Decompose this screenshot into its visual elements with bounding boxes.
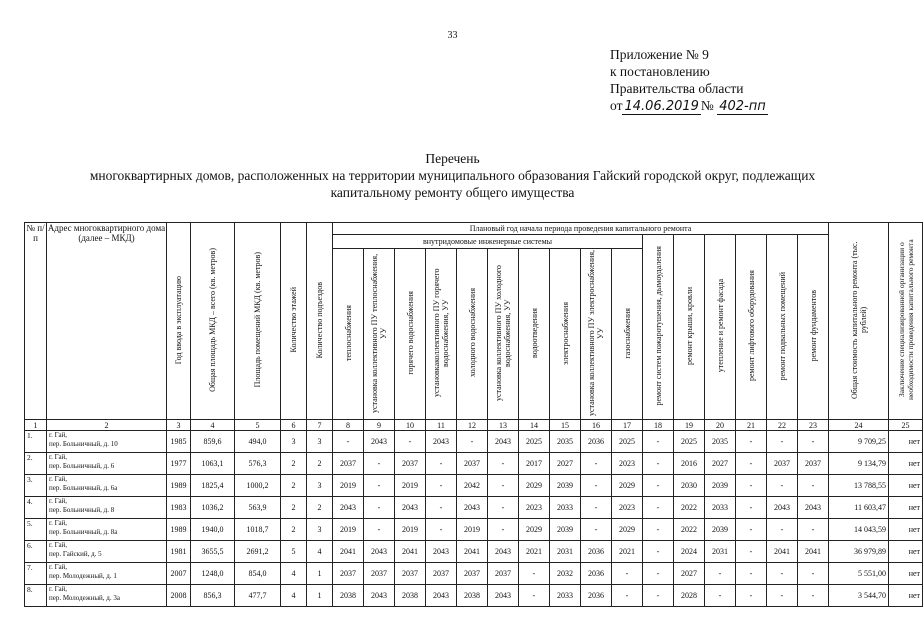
row-plan-year: 2038 xyxy=(457,585,488,607)
houses-table xyxy=(24,222,923,607)
row-plan-year: - xyxy=(519,563,550,585)
row-year: 1981 xyxy=(167,541,191,563)
row-plan-year: - xyxy=(767,475,798,497)
row-plan-year: - xyxy=(736,431,767,453)
row-plan-year: 2016 xyxy=(674,453,705,475)
row-cost: 14 043,59 xyxy=(829,519,889,541)
row-conclusion: нет xyxy=(889,475,923,497)
row-area-total: 1825,4 xyxy=(191,475,235,497)
address-street: пер. Гайский, д. 5 xyxy=(49,550,102,558)
row-address xyxy=(47,453,167,475)
row-floors: 4 xyxy=(281,563,307,585)
row-plan-year: - xyxy=(767,563,798,585)
row-plan-year: 2039 xyxy=(705,519,736,541)
row-entrances: 3 xyxy=(307,475,333,497)
row-entrances: 2 xyxy=(307,497,333,519)
row-plan-year: 2043 xyxy=(333,497,364,519)
row-year: 2008 xyxy=(167,585,191,607)
row-area-total: 859,6 xyxy=(191,431,235,453)
row-plan-year: 2043 xyxy=(364,585,395,607)
row-address xyxy=(47,497,167,519)
row-area-rooms: 2691,2 xyxy=(235,541,281,563)
row-conclusion: нет xyxy=(889,585,923,607)
row-plan-year: 2037 xyxy=(333,563,364,585)
row-cost: 9 134,79 xyxy=(829,453,889,475)
table-row xyxy=(25,541,923,563)
row-plan-year: 2036 xyxy=(581,585,612,607)
row-plan-year: - xyxy=(643,585,674,607)
header-sub-2: установка коллективного ПУ теплоснабжения, УУ xyxy=(364,249,395,420)
row-address xyxy=(47,585,167,607)
row-plan-year: - xyxy=(736,453,767,475)
row-area-total: 856,3 xyxy=(191,585,235,607)
row-plan-year: 2021 xyxy=(519,541,550,563)
address-street: пер. Молодежный, д. 1 xyxy=(49,572,117,580)
row-plan-year: 2038 xyxy=(395,585,426,607)
row-conclusion: нет xyxy=(889,563,923,585)
row-entrances: 3 xyxy=(307,431,333,453)
row-plan-year: - xyxy=(643,563,674,585)
row-address xyxy=(47,541,167,563)
row-plan-year: 2038 xyxy=(333,585,364,607)
header-sub-5: холодного водоснабжения xyxy=(457,249,488,420)
row-plan-year: 2029 xyxy=(612,475,643,497)
column-number: 2 xyxy=(47,420,167,431)
address-street: пер. Больничный, д. 6 xyxy=(49,462,115,470)
row-plan-year: 2043 xyxy=(426,431,457,453)
row-area-total: 3655,5 xyxy=(191,541,235,563)
row-number: 2. xyxy=(25,453,47,475)
row-plan-year: 2023 xyxy=(519,497,550,519)
row-plan-year: 2043 xyxy=(488,585,519,607)
row-plan-year: 2025 xyxy=(612,431,643,453)
header-internal-systems: внутридомовые инженерные системы xyxy=(333,235,643,249)
row-plan-year: - xyxy=(705,563,736,585)
row-plan-year: - xyxy=(364,453,395,475)
row-plan-year: 2041 xyxy=(767,541,798,563)
row-plan-year: 2033 xyxy=(550,497,581,519)
column-number: 3 xyxy=(167,420,191,431)
row-year: 1989 xyxy=(167,519,191,541)
row-plan-year: 2043 xyxy=(364,431,395,453)
row-plan-year: - xyxy=(736,475,767,497)
row-plan-year: - xyxy=(612,585,643,607)
row-cost: 5 551,00 xyxy=(829,563,889,585)
appendix-block xyxy=(610,46,768,115)
row-plan-year: 2027 xyxy=(705,453,736,475)
row-floors: 2 xyxy=(281,519,307,541)
row-plan-year: 2039 xyxy=(550,475,581,497)
column-number: 14 xyxy=(519,420,550,431)
row-plan-year: 2037 xyxy=(457,453,488,475)
row-entrances: 3 xyxy=(307,519,333,541)
row-area-rooms: 854,0 xyxy=(235,563,281,585)
row-plan-year: 2036 xyxy=(581,563,612,585)
row-conclusion: нет xyxy=(889,519,923,541)
address-city: г. Гай, xyxy=(49,453,68,461)
row-area-total: 1036,2 xyxy=(191,497,235,519)
appendix-line-1: Приложение № 9 xyxy=(610,47,709,62)
row-plan-year: - xyxy=(364,519,395,541)
row-address xyxy=(47,563,167,585)
column-number: 24 xyxy=(829,420,889,431)
column-number: 17 xyxy=(612,420,643,431)
column-number: 15 xyxy=(550,420,581,431)
row-plan-year: 2031 xyxy=(550,541,581,563)
table-row xyxy=(25,563,923,585)
column-number: 7 xyxy=(307,420,333,431)
row-plan-year: 2037 xyxy=(333,453,364,475)
row-plan-year: - xyxy=(488,519,519,541)
row-plan-year: - xyxy=(457,431,488,453)
row-cost: 36 979,89 xyxy=(829,541,889,563)
row-plan-year: 2029 xyxy=(519,475,550,497)
row-plan-year: 2041 xyxy=(395,541,426,563)
row-plan-year: - xyxy=(364,497,395,519)
header-entrances: Количество подъездов xyxy=(307,223,333,420)
column-number: 1 xyxy=(25,420,47,431)
header-floors: Количество этажей xyxy=(281,223,307,420)
address-street: пер. Молодежный, д. 3а xyxy=(49,594,120,602)
row-floors: 4 xyxy=(281,585,307,607)
row-area-rooms: 563,9 xyxy=(235,497,281,519)
header-plan: Плановый год начала периода проведения капитального ремонта xyxy=(333,223,829,235)
header-sub-16: ремонт фундаментов xyxy=(798,235,829,420)
row-conclusion: нет xyxy=(889,541,923,563)
header-area-rooms: Площадь помещений МКД (кв. метров) xyxy=(235,223,281,420)
row-plan-year: 2043 xyxy=(488,431,519,453)
header-cost: Общая стоимость капитального ремонта (тыс. рублей) xyxy=(829,223,889,420)
row-plan-year: - xyxy=(798,519,829,541)
row-plan-year: - xyxy=(767,431,798,453)
address-street: пер. Больничный, д. 6а xyxy=(49,484,118,492)
row-plan-year: 2019 xyxy=(457,519,488,541)
row-plan-year: 2042 xyxy=(457,475,488,497)
address-city: г. Гай, xyxy=(49,563,68,571)
row-number: 8. xyxy=(25,585,47,607)
header-conclusion: Заключение специализированной организации о необходимости проведения капитального ремонта xyxy=(889,223,923,420)
header-sub-14: ремонт лифтового оборудования xyxy=(736,235,767,420)
row-floors: 2 xyxy=(281,475,307,497)
row-plan-year: 2031 xyxy=(705,541,736,563)
appendix-line-4 xyxy=(610,97,768,115)
header-address: Адрес многоквартирного дома (далее – МКД) xyxy=(47,223,167,420)
column-number: 23 xyxy=(798,420,829,431)
row-entrances: 1 xyxy=(307,563,333,585)
row-plan-year: 2025 xyxy=(674,431,705,453)
row-plan-year: - xyxy=(736,585,767,607)
table-row xyxy=(25,519,923,541)
header-sub-13: утепление и ремонт фасада xyxy=(705,235,736,420)
row-plan-year: - xyxy=(395,431,426,453)
row-plan-year: 2043 xyxy=(426,541,457,563)
row-entrances: 4 xyxy=(307,541,333,563)
row-plan-year: - xyxy=(364,475,395,497)
address-city: г. Гай, xyxy=(49,519,68,527)
row-plan-year: 2023 xyxy=(612,497,643,519)
row-plan-year: 2036 xyxy=(581,541,612,563)
row-plan-year: 2039 xyxy=(705,475,736,497)
row-plan-year: 2030 xyxy=(674,475,705,497)
row-plan-year: 2035 xyxy=(705,431,736,453)
row-plan-year: 2037 xyxy=(395,453,426,475)
header-sub-6: установка коллективного ПУ холодного водоснабжения, УУ xyxy=(488,249,519,420)
row-plan-year: - xyxy=(581,453,612,475)
table-row xyxy=(25,453,923,475)
header-sub-7: водоотведения xyxy=(519,249,550,420)
column-number: 22 xyxy=(767,420,798,431)
row-plan-year: 2037 xyxy=(457,563,488,585)
row-plan-year: 2033 xyxy=(705,497,736,519)
row-plan-year: - xyxy=(767,585,798,607)
row-plan-year: - xyxy=(736,519,767,541)
header-year: Год ввода в эксплуатацию xyxy=(167,223,191,420)
row-plan-year: 2022 xyxy=(674,497,705,519)
row-plan-year: - xyxy=(488,497,519,519)
table-row xyxy=(25,475,923,497)
row-plan-year: 2017 xyxy=(519,453,550,475)
row-area-rooms: 576,3 xyxy=(235,453,281,475)
row-floors: 2 xyxy=(281,453,307,475)
row-plan-year: 2043 xyxy=(395,497,426,519)
row-plan-year: 2043 xyxy=(798,497,829,519)
row-cost: 13 788,55 xyxy=(829,475,889,497)
row-area-rooms: 477,7 xyxy=(235,585,281,607)
appendix-number: 402-пп xyxy=(719,99,766,114)
row-plan-year: 2029 xyxy=(519,519,550,541)
row-plan-year: - xyxy=(643,475,674,497)
header-num: № п/п xyxy=(25,223,47,420)
row-plan-year: - xyxy=(643,453,674,475)
row-plan-year: 2037 xyxy=(767,453,798,475)
address-street: пер. Больничный, д. 8 xyxy=(49,506,115,514)
row-cost: 11 603,47 xyxy=(829,497,889,519)
row-plan-year: - xyxy=(488,453,519,475)
table-row xyxy=(25,431,923,453)
header-sub-9: установка коллективного ПУ электроснабжения, УУ xyxy=(581,249,612,420)
appendix-no: № xyxy=(700,98,714,113)
row-plan-year: - xyxy=(426,497,457,519)
column-number: 11 xyxy=(426,420,457,431)
row-plan-year: - xyxy=(705,585,736,607)
row-address xyxy=(47,431,167,453)
row-plan-year: - xyxy=(426,475,457,497)
row-conclusion: нет xyxy=(889,497,923,519)
header-sub-1: теплоснабжения xyxy=(333,249,364,420)
row-plan-year: - xyxy=(798,475,829,497)
row-plan-year: - xyxy=(736,541,767,563)
address-city: г. Гай, xyxy=(49,497,68,505)
row-area-total: 1063,1 xyxy=(191,453,235,475)
appendix-from: от xyxy=(610,98,623,113)
row-conclusion: нет xyxy=(889,431,923,453)
row-plan-year: - xyxy=(519,585,550,607)
row-plan-year: - xyxy=(581,497,612,519)
row-plan-year: 2037 xyxy=(488,563,519,585)
row-year: 1985 xyxy=(167,431,191,453)
column-number: 13 xyxy=(488,420,519,431)
row-area-rooms: 494,0 xyxy=(235,431,281,453)
row-plan-year: 2022 xyxy=(674,519,705,541)
row-plan-year: 2024 xyxy=(674,541,705,563)
row-plan-year: 2027 xyxy=(550,453,581,475)
address-city: г. Гай, xyxy=(49,431,68,439)
row-plan-year: 2037 xyxy=(798,453,829,475)
row-plan-year: 2019 xyxy=(333,475,364,497)
row-plan-year: 2035 xyxy=(550,431,581,453)
header-sub-8: электроснабжения xyxy=(550,249,581,420)
row-plan-year: - xyxy=(333,431,364,453)
row-number: 1. xyxy=(25,431,47,453)
row-plan-year: 2041 xyxy=(798,541,829,563)
row-number: 4. xyxy=(25,497,47,519)
row-area-rooms: 1018,7 xyxy=(235,519,281,541)
header-sub-10: газоснабжения xyxy=(612,249,643,420)
row-number: 5. xyxy=(25,519,47,541)
document-title xyxy=(0,150,905,201)
row-cost: 9 709,25 xyxy=(829,431,889,453)
row-plan-year: 2029 xyxy=(612,519,643,541)
column-number: 20 xyxy=(705,420,736,431)
column-number: 16 xyxy=(581,420,612,431)
row-plan-year: 2041 xyxy=(333,541,364,563)
row-entrances: 1 xyxy=(307,585,333,607)
row-plan-year: - xyxy=(736,563,767,585)
row-floors: 3 xyxy=(281,431,307,453)
row-year: 1977 xyxy=(167,453,191,475)
row-year: 1989 xyxy=(167,475,191,497)
row-plan-year: - xyxy=(426,519,457,541)
header-sub-15: ремонт подвальных помещений xyxy=(767,235,798,420)
table-row xyxy=(25,497,923,519)
column-number: 10 xyxy=(395,420,426,431)
appendix-line-2: к постановлению xyxy=(610,64,710,79)
row-plan-year: 2043 xyxy=(488,541,519,563)
row-plan-year: - xyxy=(581,475,612,497)
column-number: 8 xyxy=(333,420,364,431)
header-sub-12: ремонт крыши, кровли xyxy=(674,235,705,420)
row-plan-year: 2027 xyxy=(674,563,705,585)
row-plan-year: 2037 xyxy=(426,563,457,585)
column-number: 4 xyxy=(191,420,235,431)
row-plan-year: - xyxy=(798,585,829,607)
address-city: г. Гай, xyxy=(49,475,68,483)
row-floors: 2 xyxy=(281,497,307,519)
row-year: 2007 xyxy=(167,563,191,585)
row-address xyxy=(47,519,167,541)
row-plan-year: - xyxy=(643,519,674,541)
row-plan-year: - xyxy=(798,563,829,585)
row-plan-year: 2028 xyxy=(674,585,705,607)
row-plan-year: - xyxy=(426,453,457,475)
address-street: пер. Больничный, д. 10 xyxy=(49,440,118,448)
page-number: 33 xyxy=(447,30,458,41)
row-plan-year: 2043 xyxy=(457,497,488,519)
appendix-date: 14.06.2019 xyxy=(624,99,699,114)
column-number: 21 xyxy=(736,420,767,431)
column-number: 19 xyxy=(674,420,705,431)
column-number: 18 xyxy=(643,420,674,431)
address-city: г. Гай, xyxy=(49,541,68,549)
row-plan-year: 2037 xyxy=(395,563,426,585)
address-street: пер. Больничный, д. 8а xyxy=(49,528,118,536)
row-plan-year: - xyxy=(767,519,798,541)
row-plan-year: - xyxy=(488,475,519,497)
row-plan-year: - xyxy=(581,519,612,541)
row-plan-year: - xyxy=(736,497,767,519)
row-conclusion: нет xyxy=(889,453,923,475)
row-plan-year: 2033 xyxy=(550,585,581,607)
row-plan-year: 2032 xyxy=(550,563,581,585)
address-city: г. Гай, xyxy=(49,585,68,593)
header-sub-4: установкаколлективного ПУ горячего водоснабжения, УУ xyxy=(426,249,457,420)
row-plan-year: 2021 xyxy=(612,541,643,563)
row-cost: 3 544,70 xyxy=(829,585,889,607)
row-plan-year: 2019 xyxy=(395,519,426,541)
header-sub-3: горячего водоснабжения xyxy=(395,249,426,420)
row-plan-year: 2041 xyxy=(457,541,488,563)
row-plan-year: 2037 xyxy=(364,563,395,585)
row-plan-year: 2039 xyxy=(550,519,581,541)
column-number: 5 xyxy=(235,420,281,431)
row-plan-year: 2043 xyxy=(767,497,798,519)
row-plan-year: 2019 xyxy=(333,519,364,541)
row-area-rooms: 1000,2 xyxy=(235,475,281,497)
appendix-line-3: Правительства области xyxy=(610,81,744,96)
row-plan-year: 2043 xyxy=(364,541,395,563)
row-plan-year: - xyxy=(612,563,643,585)
row-number: 3. xyxy=(25,475,47,497)
row-area-total: 1248,0 xyxy=(191,563,235,585)
title-line-3: капитальному ремонту общего имущества xyxy=(330,185,575,200)
title-line-2: многоквартирных домов, расположенных на территории муниципального образования Гайский городской округ, подлежащих xyxy=(89,168,816,183)
row-plan-year: 2025 xyxy=(519,431,550,453)
header-sub-11: ремонт систем пожаротушения, дымоудаления xyxy=(643,235,674,420)
table-row xyxy=(25,585,923,607)
row-plan-year: 2019 xyxy=(395,475,426,497)
row-entrances: 2 xyxy=(307,453,333,475)
row-address xyxy=(47,475,167,497)
row-year: 1983 xyxy=(167,497,191,519)
column-number: 6 xyxy=(281,420,307,431)
column-number: 12 xyxy=(457,420,488,431)
column-number: 25 xyxy=(889,420,923,431)
row-plan-year: 2036 xyxy=(581,431,612,453)
row-plan-year: - xyxy=(643,497,674,519)
row-area-total: 1940,0 xyxy=(191,519,235,541)
row-plan-year: - xyxy=(643,431,674,453)
row-plan-year: 2023 xyxy=(612,453,643,475)
row-plan-year: - xyxy=(643,541,674,563)
row-plan-year: 2043 xyxy=(426,585,457,607)
header-area-total: Общая площадь МКД – всего (кв. метров) xyxy=(191,223,235,420)
title-line-1: Перечень xyxy=(425,151,480,166)
row-number: 7. xyxy=(25,563,47,585)
row-floors: 5 xyxy=(281,541,307,563)
row-number: 6. xyxy=(25,541,47,563)
row-plan-year: - xyxy=(798,431,829,453)
column-number: 9 xyxy=(364,420,395,431)
